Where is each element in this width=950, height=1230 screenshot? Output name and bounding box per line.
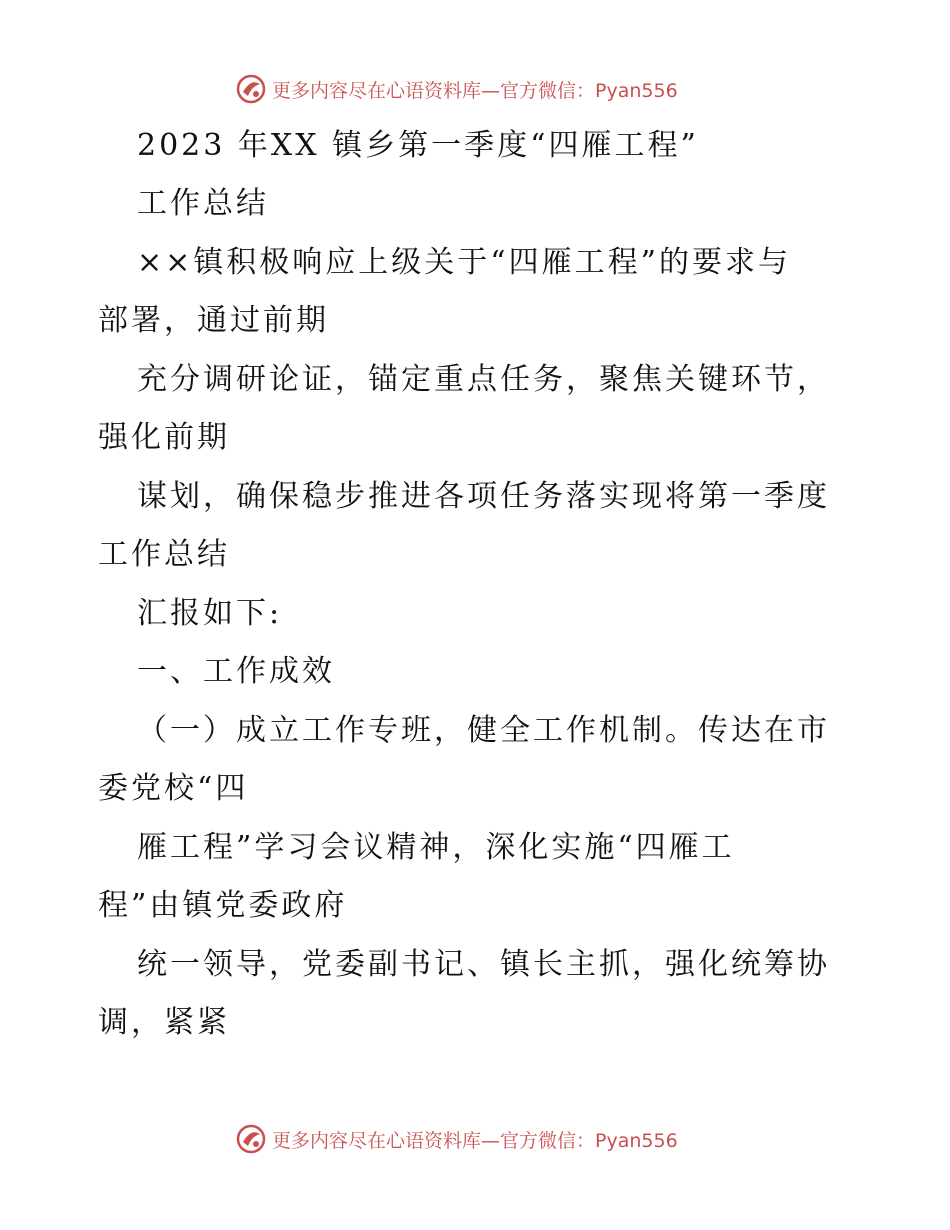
footer-watermark [234,1122,678,1156]
paragraph-line: 雁工程”学习会议精神，深化实施“四雁工 [137,830,735,865]
paragraph-line: ××镇积极响应上级关于“四雁工程”的要求与 [137,245,791,280]
doc-title-line-2: 工作总结 [137,186,269,221]
paragraph-line: 强化前期 [98,420,230,455]
watermark-text: 更多内容尽在心语资料库—官方微信：Pyan556 [272,79,678,102]
paragraph-line: 调，紧紧 [98,1005,230,1040]
paragraph-line: 委党校“四 [98,771,249,806]
paragraph-line: 工作总结 [98,537,230,572]
paragraph-line: 谋划，确保稳步推进各项任务落实现将第一季度 [137,479,830,514]
doc-title-line-1: 2023 年XX 镇乡第一季度“四雁工程” [137,128,699,163]
paragraph-line: 部署，通过前期 [98,303,329,338]
paragraph-line: 汇报如下: [137,596,283,631]
header-watermark [234,72,678,106]
logo-icon [234,1122,268,1156]
paragraph-line: 充分调研论证，锚定重点任务，聚焦关键环节， [137,362,830,397]
logo-icon [234,72,268,106]
paragraph-line: 统一领导，党委副书记、镇长主抓，强化统筹协 [137,947,830,982]
paragraph-line: 程”由镇党委政府 [98,888,348,923]
watermark-text: 更多内容尽在心语资料库—官方微信：Pyan556 [272,1129,678,1152]
section-heading: 一、工作成效 [137,654,335,689]
paragraph-line: （一）成立工作专班，健全工作机制。传达在市 [137,713,830,748]
